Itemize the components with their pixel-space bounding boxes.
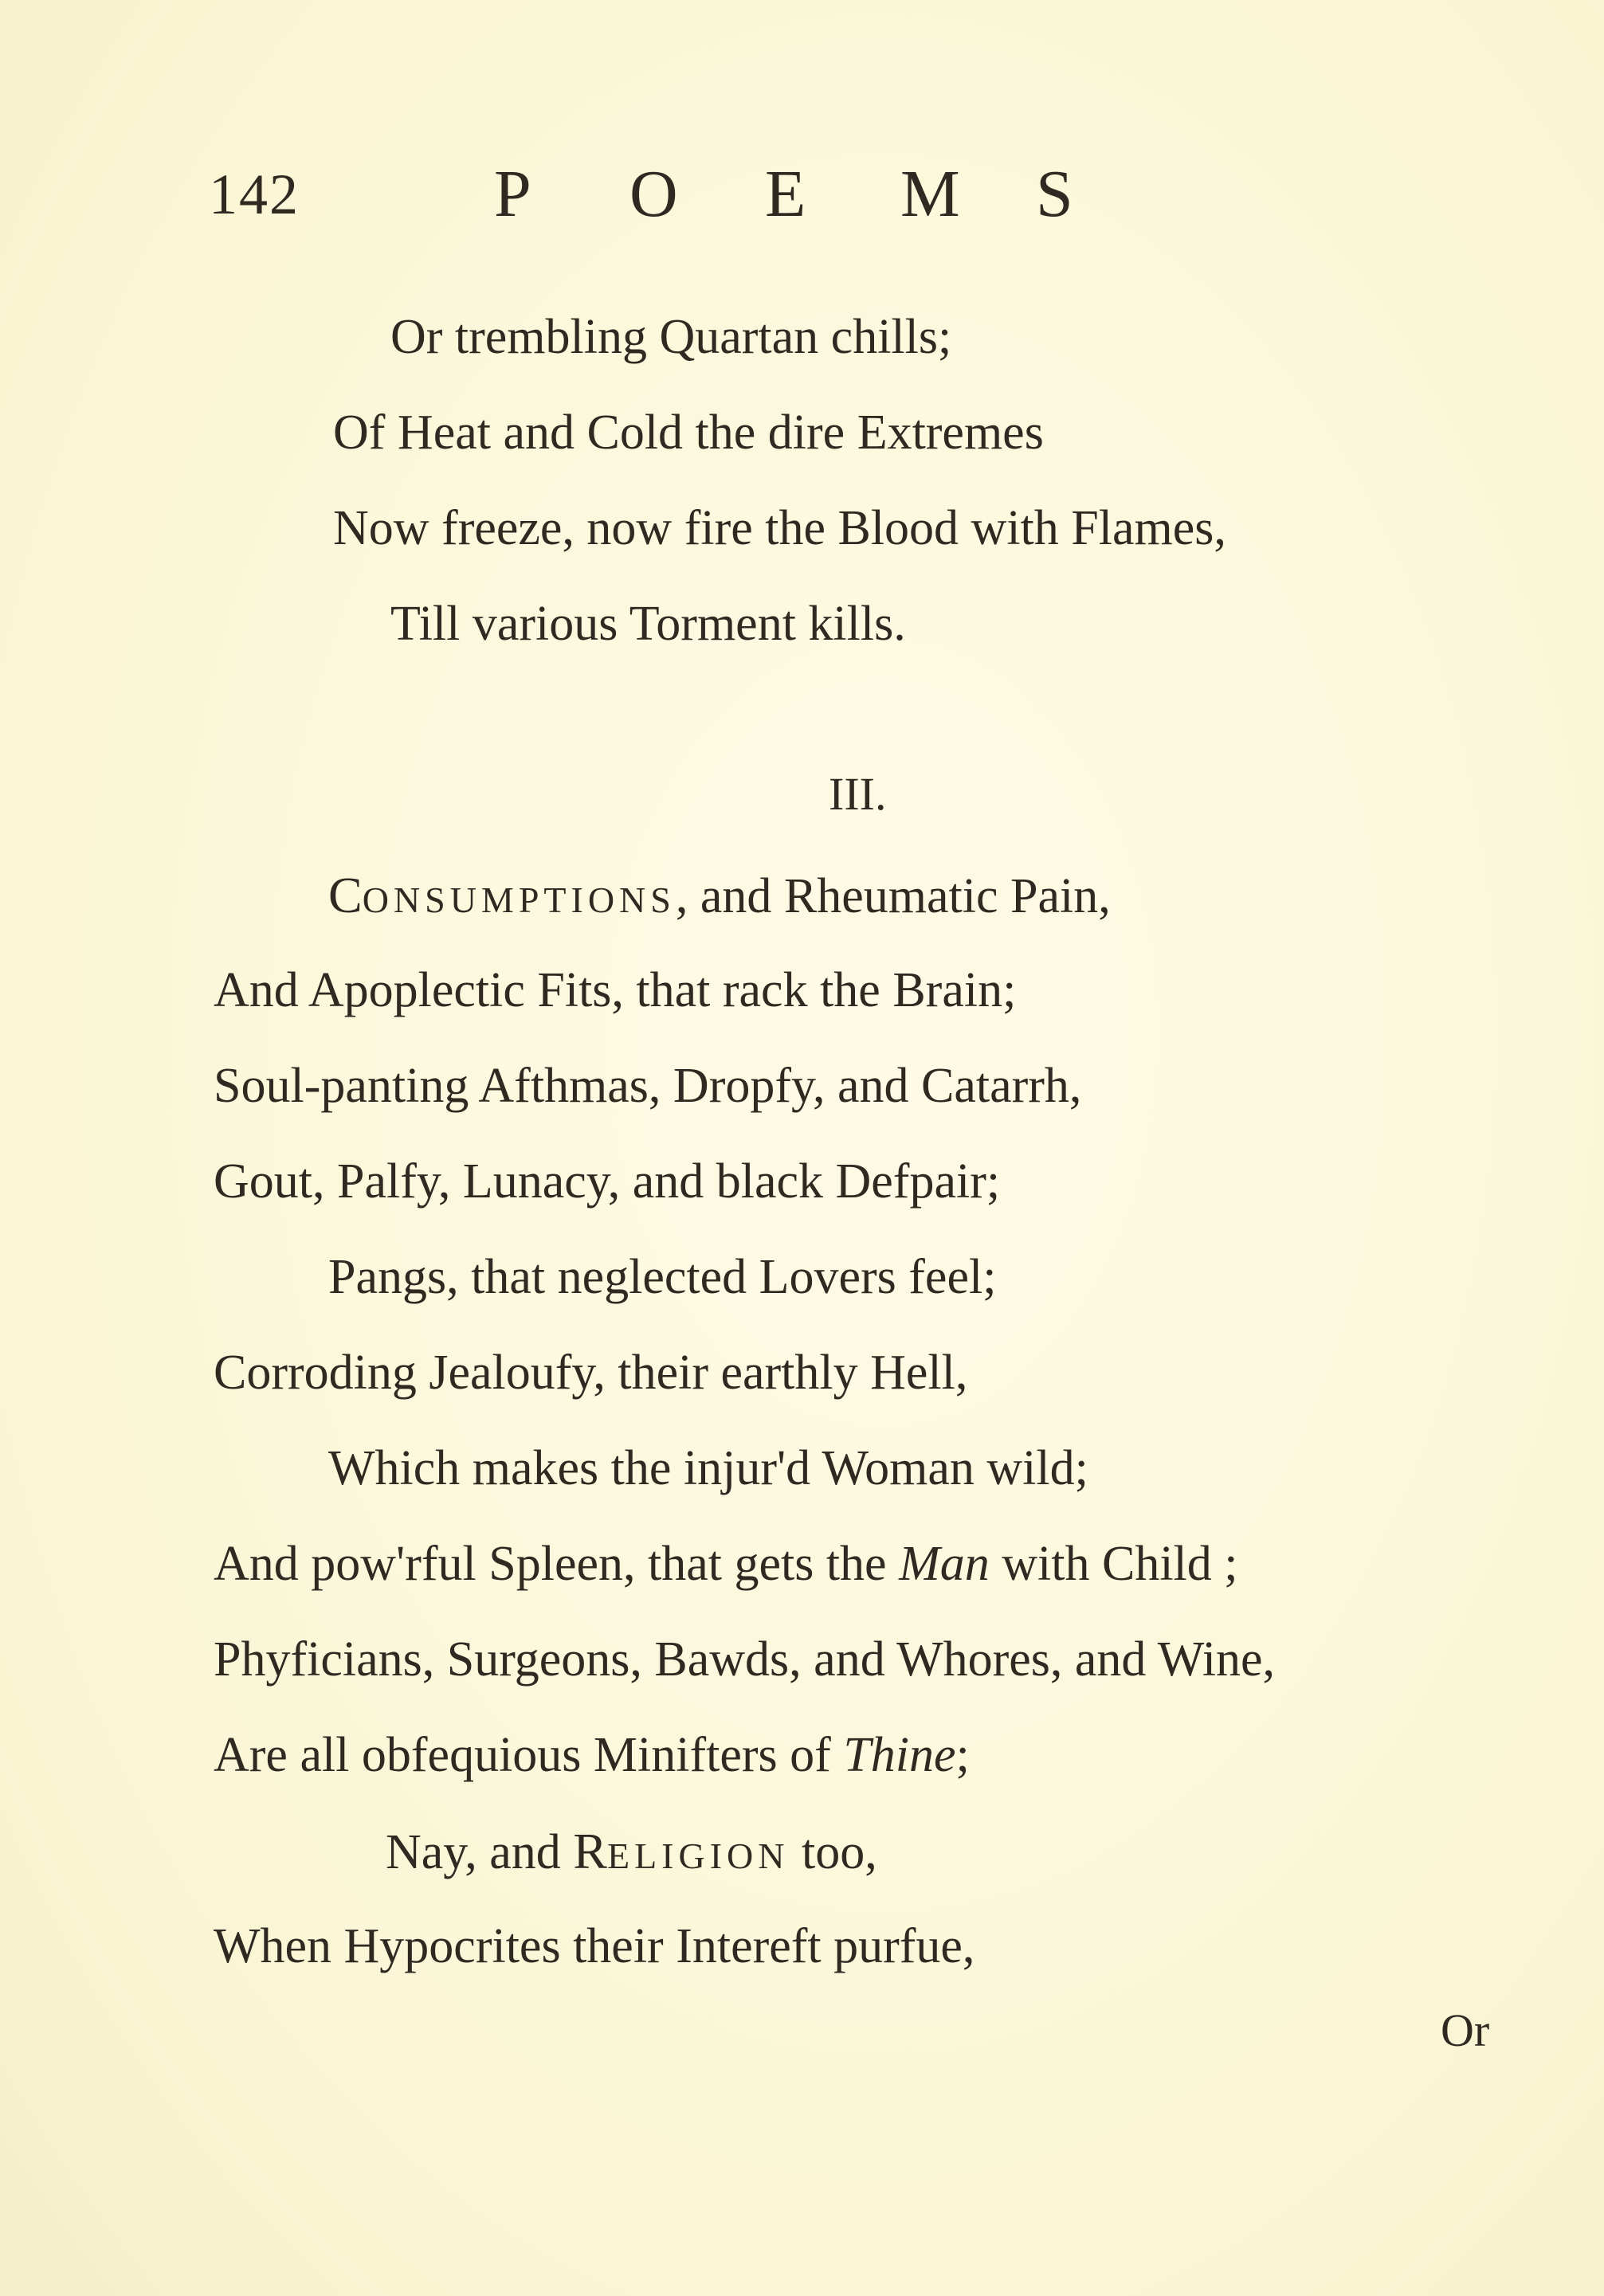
page-number: 142: [209, 163, 300, 226]
italic-word: Thine: [843, 1728, 956, 1782]
verse-line: Now freeze, now fire the Blood with Flames,: [333, 501, 1226, 555]
verse-text: And pow'rful Spleen, that gets the: [214, 1537, 900, 1591]
verse-line-rest: , and Rheumatic Pain,: [675, 869, 1111, 923]
verse-line: Of Heat and Cold the dire Extremes: [333, 406, 1044, 460]
small-caps-word: ONSUMPTIONS: [362, 880, 676, 920]
verse-line: Corroding Jealoufy, their earthly Hell,: [214, 1346, 968, 1400]
italic-word: Man: [899, 1537, 990, 1591]
verse-line: Gout, Palfy, Lunacy, and black Defpair;: [214, 1154, 1001, 1209]
verse-text: Are all obfequious Minifters of: [214, 1728, 844, 1782]
verse-line: Which makes the injur'd Woman wild;: [328, 1441, 1088, 1495]
drop-initial: C: [328, 867, 363, 923]
drop-initial: R: [573, 1823, 607, 1879]
verse-line: [328, 867, 1111, 923]
verse-text: with Child ;: [989, 1537, 1238, 1591]
running-head-letter: E: [765, 157, 808, 231]
running-head-letter: S: [1036, 157, 1075, 231]
verse-line: And Apoplectic Fits, that rack the Brain;: [214, 963, 1017, 1017]
verse-text: too,: [789, 1825, 877, 1879]
verse-text: ;: [955, 1728, 970, 1782]
verse-line: Till various Torment kills.: [390, 597, 906, 651]
verse-line: [386, 1823, 877, 1879]
running-head-letter: P: [494, 157, 533, 231]
running-head: [494, 157, 1171, 231]
verse-line: Pangs, that neglected Lovers feel;: [328, 1250, 997, 1304]
small-caps-word: ELIGION: [606, 1836, 790, 1876]
verse-line: [214, 1730, 970, 1780]
verse-line: Or trembling Quartan chills;: [390, 310, 952, 364]
verse-line: [214, 1539, 1238, 1589]
stanza-numeral: III.: [829, 768, 887, 820]
running-head-letter: M: [900, 157, 962, 231]
catchword: Or: [1441, 2004, 1490, 2056]
verse-line: Soul-panting Afthmas, Dropfy, and Catarrh,: [214, 1059, 1082, 1113]
verse-line: Phyficians, Surgeons, Bawds, and Whores, and Wine,: [214, 1632, 1276, 1687]
verse-text: Nay, and: [386, 1825, 574, 1879]
running-head-letter: O: [629, 157, 680, 231]
verse-line: When Hypocrites their Intereft purfue,: [214, 1919, 975, 1973]
